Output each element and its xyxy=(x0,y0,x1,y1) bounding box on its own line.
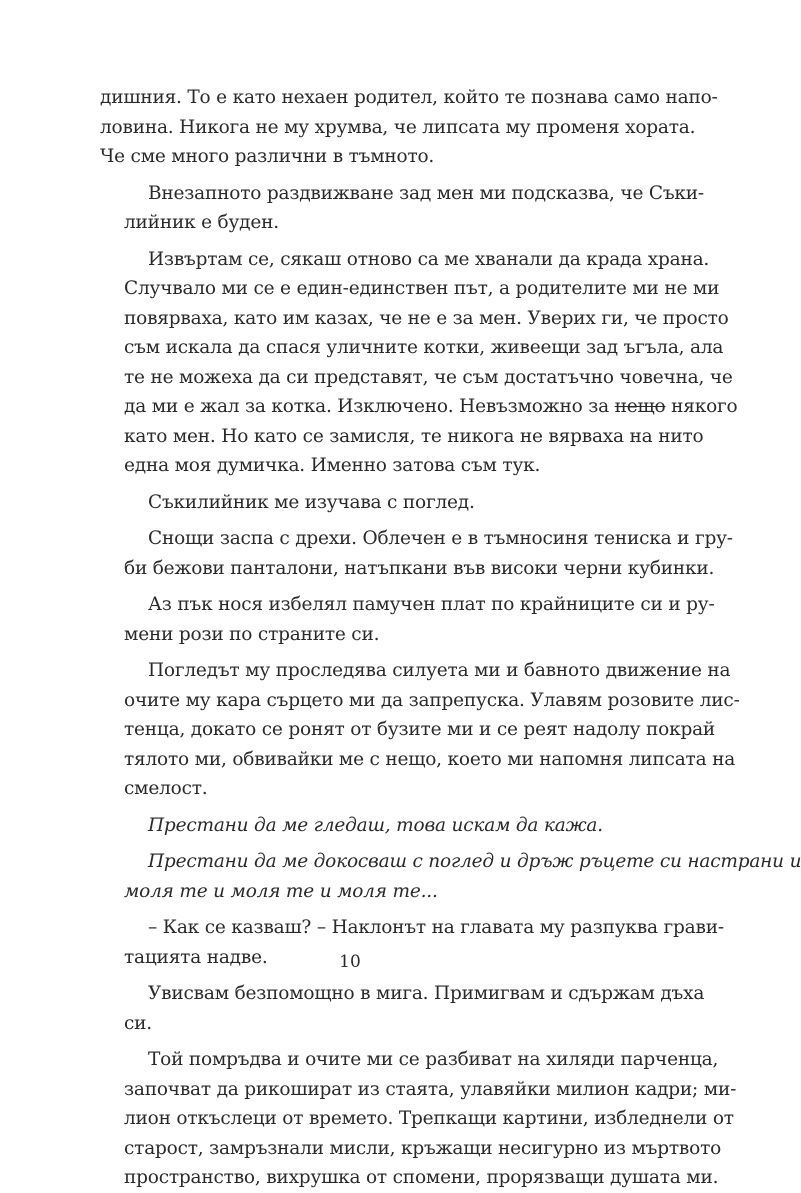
text-line: повярваха, като им казах, че не е за мен. Уверих ги, че просто xyxy=(124,307,729,329)
text-line: мени рози по страните си. xyxy=(124,623,380,645)
text-line: като мен. Но като се замисля, те никога не вярваха на нито xyxy=(124,425,704,447)
text-line: ловина. Никога не му хрумва, че липсата му променя хората. xyxy=(100,116,696,138)
text-line: смелост. xyxy=(124,778,208,799)
text-line: Аз пък нося избелял памучен плат по крайниците си и ру- xyxy=(148,594,715,615)
text-line: Снощи заспа с дрехи. Облечен е в тъмносиня тениска и гру- xyxy=(148,528,733,549)
text-line: тенца, докато се ронят от бузите ми и се реят надолу покрай xyxy=(124,719,716,740)
text-line: тацията надве. xyxy=(124,946,268,968)
paragraph-6 xyxy=(100,590,715,649)
paragraph-1 xyxy=(100,83,718,172)
paragraph-9-italic xyxy=(100,847,801,906)
paragraph-8-italic xyxy=(100,811,612,841)
text-line: Че сме много различни в тъмното. xyxy=(100,146,435,167)
text-line: лион откъслеци от времето. Трепкащи картини, избледнели от xyxy=(124,1108,734,1129)
text-line: си. xyxy=(124,1012,152,1034)
paragraph-7 xyxy=(100,656,740,804)
text-line: Извъртам се, сякаш отново са ме хванали да крада храна. xyxy=(148,248,710,270)
paragraph-11 xyxy=(100,979,705,1038)
text-line: тялото ми, обвивайки ме с нещо, което ми напомня липсата на xyxy=(124,748,736,770)
text-line: Увисвам безпомощно в мига. Примигвам и сдържам дъха xyxy=(148,983,705,1004)
text-line: те не можеха да си представят, че съм достатъчно човечна, че xyxy=(124,366,733,388)
text-line: Внезапното раздвижване зад мен ми подсказва, че Съки- xyxy=(148,182,704,204)
text-line: пространство, вихрушка от спомени, прорязващи душата ми. xyxy=(124,1167,719,1188)
paragraph-12 xyxy=(100,1045,737,1193)
text-line: лийник е буден. xyxy=(124,212,279,233)
text-line-with-strikethrough: да ми е жал за котка. Изключено. Невъзможно за нещо някого xyxy=(124,396,738,417)
text-line: Престани да ме гледаш, това искам да кажа. xyxy=(148,814,603,836)
text-line: Съкилийник ме изучава с поглед. xyxy=(148,491,475,513)
book-page-text xyxy=(100,83,801,1188)
text-line: очите му кара сърцето ми да запрепуска. Улавям розовите лис- xyxy=(124,689,740,711)
text-line: старост, замръзнали мисли, кръжащи несигурно из мъртвото xyxy=(124,1137,722,1159)
text-line: Престани да ме докосваш с поглед и дръж ръцете си настрани и xyxy=(148,851,801,872)
paragraph-2 xyxy=(100,179,704,238)
text-line: съм искала да спася уличните котки, живеещи зад ъгъла, ала xyxy=(124,337,724,358)
text-line: Той помръдва и очите ми се разбиват на хиляди парченца, xyxy=(148,1049,719,1070)
paragraph-3 xyxy=(100,245,738,481)
text-line: Случвало ми се е един-единствен път, а родителите ми не ми xyxy=(124,278,720,299)
text-line: би бежови панталони, натъпкани във високи черни кубинки. xyxy=(124,557,715,579)
strikethrough-word: нещо xyxy=(614,396,666,417)
text-line: дишния. То е като нехаен родител, който те познава само напо- xyxy=(100,87,718,108)
text-line: – Как се казваш? – Наклонът на главата му разпуква грави- xyxy=(148,917,724,938)
text-line: една моя думичка. Именно затова съм тук. xyxy=(124,455,541,476)
text-line: моля те и моля те и моля те... xyxy=(124,880,438,902)
paragraph-5 xyxy=(100,524,733,583)
text-line: започват да рикошират из стаята, улавяйки милион кадри; ми- xyxy=(124,1078,737,1100)
page-number: 10 xyxy=(339,952,361,972)
paragraph-4 xyxy=(100,488,612,518)
text-line: Погледът му проследява силуета ми и бавното движение на xyxy=(148,660,731,681)
